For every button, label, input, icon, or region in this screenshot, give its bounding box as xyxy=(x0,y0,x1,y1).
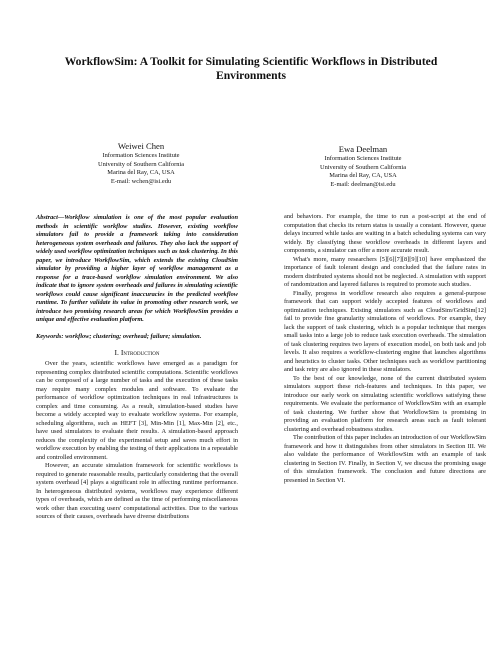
author-name: Weiwei Chen xyxy=(117,141,165,151)
right-column xyxy=(284,213,486,485)
author-block-1 xyxy=(46,141,236,186)
section-heading: I. Introduction xyxy=(114,348,160,357)
author-email: E-mail: deelman@isi.edu xyxy=(330,180,396,188)
author-location: Marina del Ray, CA, USA xyxy=(107,169,175,176)
author-location: Marina del Ray, CA, USA xyxy=(329,172,397,179)
body-paragraph: and behaviors. For example, the time to run a post-script at the end of computation that checks its return status is usually a constant. However, queue delays incurred while tasks are waiting in a batch scheduling systems can vary widely. By classifying these workflow overheads in different layers and components, a simulator can offer a more accurate result. xyxy=(284,213,486,254)
body-paragraph: However, an accurate simulation framework for scientific workflows is required to generate reasonable results, particularly considering that the overall system overhead [4] plays a significant role in affecting runtime performance. In heterogeneous distributed systems, workflows may experience different types of overheads, which are defined as the time of performing miscellaneous work other than executing users' computational activities. Due to the various sources of their causes, overheads have diverse distributions xyxy=(36,462,238,520)
author-university: University of Southern California xyxy=(97,160,185,168)
body-paragraph: Finally, progress in workflow research also requires a general-purpose framework that can support widely accepted features of workflows and optimization techniques. Existing simulators such as CloudSim/GridSim[12] fail to provide fine granularity simulations of workflows. For example, they lack the support of task clustering, which is a popular technique that merges small tasks into a large job to reduce task execution overheads. The simulation of task clustering requires two layers of execution model, on both task and job levels. It also requires a workflow-clustering engine that launches algorithms and heuristics to cluster tasks. Other techniques such as workflow partitioning and task retry are also ignored in these simulators. xyxy=(284,289,486,373)
left-column xyxy=(36,214,238,522)
body-paragraph: Over the years, scientific workflows have emerged as a paradigm for representing complex distributed scientific computations. Scientific workflows can be composed of a large number of tasks and the execution of these tasks may require many complex modules and software. To evaluate the performance of workflow optimization techniques in real infrastructures is complex and time consuming. As a result, simulation-based studies have become a widely accepted way to evaluate workflow systems. For example, scheduling algorithms, such as HEFT [3], Min-Min [1], Max-Min [2], etc., have used simulators to evaluate their results. A simulation-based approach reduces the complexity of the experimental setup and saves much effort in workflow execution by enabling the testing of their applications in a repeatable and controlled environment. xyxy=(36,360,238,461)
author-university: University of Southern California xyxy=(319,163,407,171)
author-block-2 xyxy=(268,144,458,189)
abstract: Abstract—Workflow simulation is one of the most popular evaluation methods in scientific workflow studies. However, existing workflow simulators fail to provide a framework taking into consideration heterogeneous system overheads and failures. They also lack the support of widely used workflow optimization techniques such as task clustering. In this paper, we introduce WorkflowSim, which extends the existing CloudSim simulator by providing a higher layer of workflow management as a response for a trace-based workflow simulation environment. We also indicate that to ignore system overheads and failures in simulating scientific workflows could cause significant inaccuracies in the predicted workflow runtime. To further validate its value in promoting other research work, we introduce two promising research areas for which WorkflowSim provides a unique and effective evaluation platform. xyxy=(36,214,238,323)
paper-title: WorkflowSim: A Toolkit for Simulating Scientific Workflows in Distributed Environments xyxy=(64,55,438,82)
body-paragraph: To the best of our knowledge, none of the current distributed system simulators support these rich-features and techniques. In this paper, we introduce our early work on simulating scientific workflows satisfying these requirements. We evaluate the performance of WorkflowSim with an example of task clustering. We further show that WorkflowSim is promising in providing an evaluation platform for research areas such as fault tolerant clustering and overhead robustness studies. xyxy=(284,374,486,433)
author-institute: Information Sciences Institute xyxy=(102,152,180,159)
keywords: Keywords: workflow; clustering; overhead; failure; simulation. xyxy=(36,332,202,340)
body-paragraph: The contribution of this paper includes an introduction of our WorkflowSim framework and how it distinguishes from other simulators in Section III. We also validate the performance of WorkflowSim with an example of task clustering in Section IV. Finally, in Section V, we discuss the promising usage of this simulation framework. The conclusion and future directions are presented in Section VI. xyxy=(284,434,486,484)
author-email: E-mail: wchen@isi.edu xyxy=(110,177,172,185)
body-paragraph: What's more, many researchers [5][6][7][8][9][10] have emphasized the importance of fault tolerant design and concluded that the failure rates in modern distributed systems should not be neglected. A simulation with support of randomization and layered failures is required to promote such studies. xyxy=(284,255,486,288)
author-name: Ewa Deelman xyxy=(338,144,388,154)
author-institute: Information Sciences Institute xyxy=(324,155,402,162)
